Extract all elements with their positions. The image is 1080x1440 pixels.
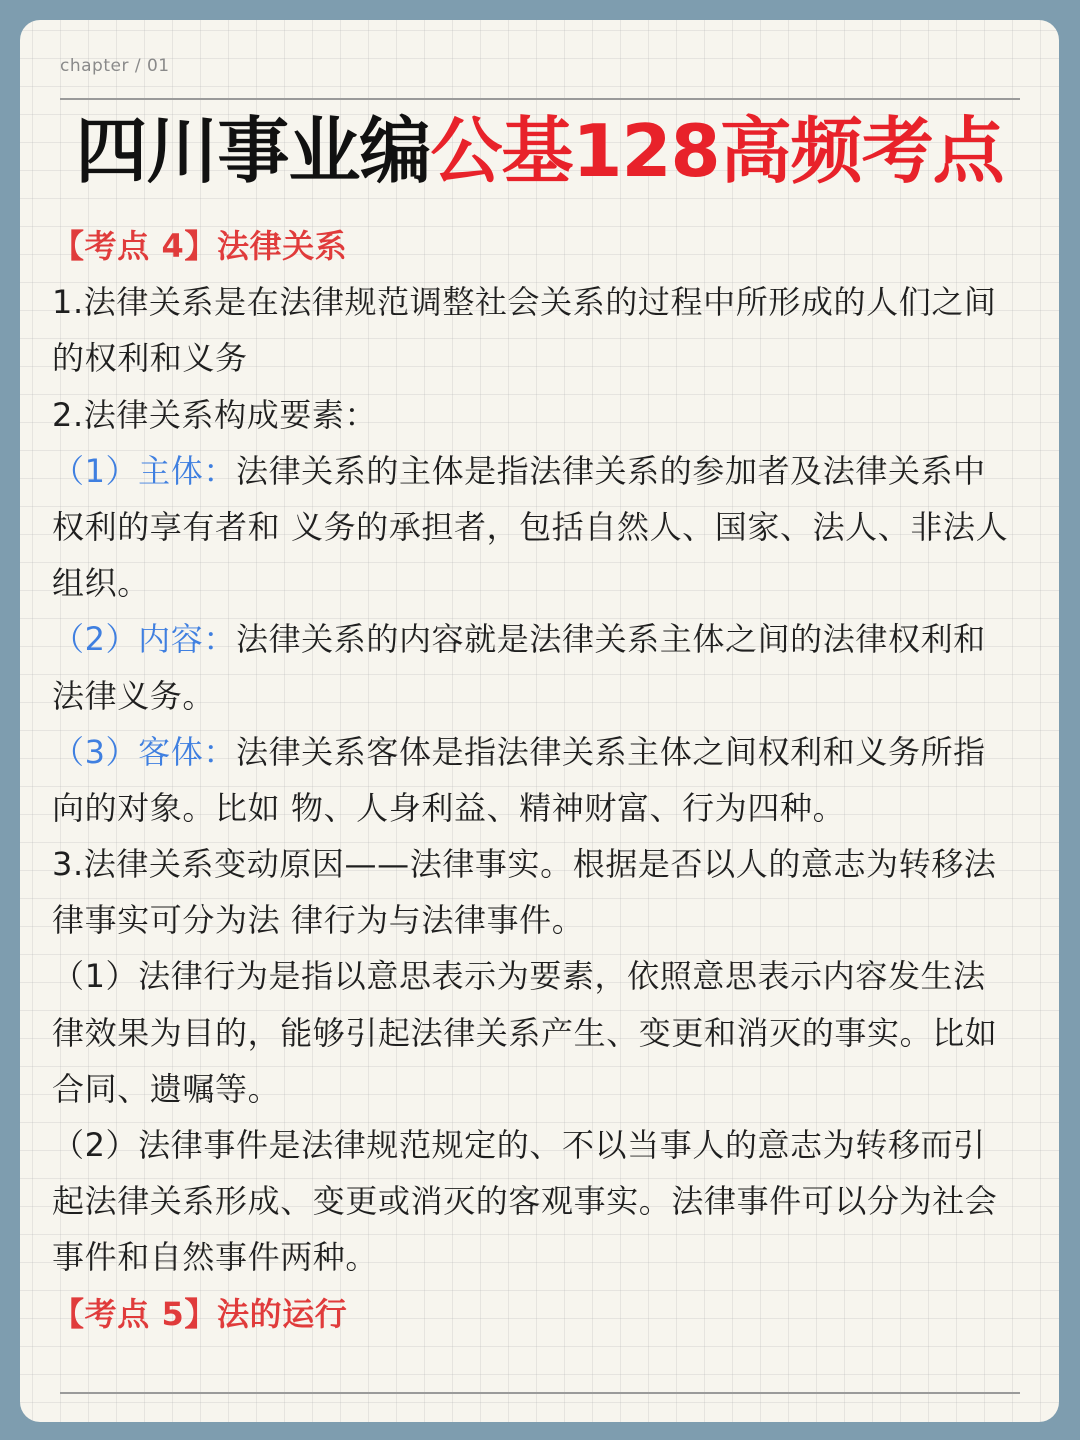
item-1-label: （1）主体： bbox=[52, 451, 236, 490]
paragraph-3a-line-3: 合同、遗嘱等。 bbox=[52, 1069, 281, 1108]
section-heading-4: 【考点 4】法律关系 bbox=[52, 227, 348, 265]
item-1-line-1 bbox=[52, 443, 1032, 499]
page-title bbox=[20, 108, 1059, 194]
item-1-line-2: 权利的享有者和 义务的承担者，包括自然人、国家、法人、非法人 bbox=[52, 507, 1009, 546]
chapter-label: chapter / 01 bbox=[60, 56, 170, 76]
paragraph-3-line-2: 律事实可分为法 律行为与法律事件。 bbox=[52, 901, 585, 940]
paragraph-3-line-1: 3.法律关系变动原因——法律事实。根据是否以人的意志为转移法 bbox=[52, 845, 997, 884]
paragraph-3b-line-1: （2）法律事件是法律规范规定的、不以当事人的意志为转移而引 bbox=[52, 1126, 986, 1164]
item-3-line-2: 向的对象。比如 物、人身利益、精神财富、行为四种。 bbox=[52, 788, 846, 827]
bottom-divider bbox=[60, 1392, 1020, 1394]
section-heading-5: 【考点 5】法的运行 bbox=[52, 1294, 348, 1333]
item-2-text: 法律关系的内容就是法律关系主体之间的法律权利和 bbox=[235, 620, 986, 659]
paragraph-3a-line-2: 律效果为目的，能够引起法律关系产生、变更和消灭的事实。比如 bbox=[52, 1013, 998, 1052]
paragraph-3a-line-1: （1）法律行为是指以意思表示为要素，依照意思表示内容发生法 bbox=[52, 957, 986, 996]
note-card bbox=[20, 20, 1059, 1422]
paragraph-1-line-1: 1.法律关系是在法律规范调整社会关系的过程中所形成的人们之间 bbox=[52, 283, 997, 322]
paragraph-3b-line-3: 事件和自然事件两种。 bbox=[52, 1238, 379, 1277]
title-red-part: 公基128高频考点 bbox=[430, 109, 1004, 193]
title-black-part: 四川事业编 bbox=[75, 109, 431, 193]
item-3-label: （3）客体： bbox=[52, 732, 236, 771]
item-3-line-1 bbox=[52, 724, 1032, 780]
item-1-line-3: 组织。 bbox=[52, 564, 150, 603]
paragraph-3b-line-2: 起法律关系形成、变更或消灭的客观事实。法律事件可以分为社会 bbox=[52, 1182, 998, 1221]
item-2-line-2: 法律义务。 bbox=[52, 676, 216, 715]
paragraph-1-line-2: 的权利和义务 bbox=[52, 339, 248, 378]
paragraph-2: 2.法律关系构成要素： bbox=[52, 395, 378, 434]
item-3-text: 法律关系客体是指法律关系主体之间权利和义务所指 bbox=[235, 732, 986, 771]
item-1-text: 法律关系的主体是指法律关系的参加者及法律关系中 bbox=[235, 451, 986, 490]
article-body bbox=[52, 218, 1032, 1342]
item-2-line-1 bbox=[52, 611, 1032, 667]
item-2-label: （2）内容： bbox=[52, 620, 236, 659]
top-divider bbox=[60, 98, 1020, 100]
